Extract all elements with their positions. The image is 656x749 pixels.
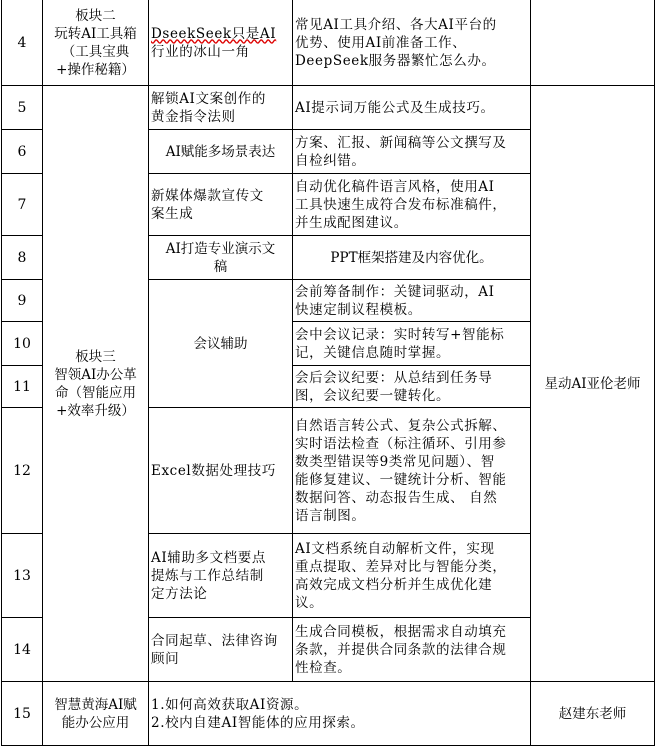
row-number: 12 [2, 408, 43, 534]
module-name: 板块二 玩转AI工具箱 （工具宝典 +操作秘籍） [43, 0, 149, 86]
content-cell: 方案、汇报、新闻稿等公文撰写及 自检纠错。 [293, 130, 531, 174]
row-number: 5 [2, 86, 43, 130]
content-cell: PPT框架搭建及内容优化。 [293, 236, 531, 280]
content-cell: 生成合同模板，根据需求自动填充 条款，并提供合同条款的法律合规 性检查。 [293, 618, 531, 682]
topic-cell: 解锁AI文案创作的 黄金指令法则 [149, 86, 293, 130]
row-number: 15 [2, 682, 43, 746]
row-number: 8 [2, 236, 43, 280]
table-row [2, 0, 655, 86]
module-name: 板块三 智领AI办公革 命（智能应用 +效率升级） [43, 86, 149, 682]
topic-cell: 会议辅助 [149, 280, 293, 408]
row-number: 13 [2, 534, 43, 618]
topic-cell: AI打造专业演示文 稿 [149, 236, 293, 280]
row-number: 14 [2, 618, 43, 682]
topic-cell: 新媒体爆款宣传文 案生成 [149, 174, 293, 236]
content-cell: 常见AI工具介绍、各大AI平台的 优势、使用AI前准备工作、 DeepSeek服务器繁忙怎么办。 [293, 0, 531, 86]
topic-cell: AI辅助多文档要点 提炼与工作总结制 定方法论 [149, 534, 293, 618]
table-row [2, 86, 655, 130]
content-cell: AI提示词万能公式及生成技巧。 [293, 86, 531, 130]
content-cell: AI文档系统自动解析文件，实现 重点提取、差异对比与智能分类， 高效完成文档分析并生成优化建 议。 [293, 534, 531, 618]
course-schedule-table [1, 0, 655, 746]
content-cell: 会后会议纪要：从总结到任务导 图，会议纪要一键转化。 [293, 366, 531, 408]
row-number: 11 [2, 366, 43, 408]
module-name: 智慧黄海AI赋 能办公应用 [43, 682, 149, 746]
content-cell: 自然语言转公式、复杂公式拆解、 实时语法检查（标注循环、引用参 数类型错误等9类常见问题）、智 能修复建议、一键统计分析、智能 数据问答、动态报告生成、 自然 语言制图。 [293, 408, 531, 534]
teacher-cell [531, 0, 655, 86]
content-cell: 会前筹备制作：关键词驱动，AI 快速定制议程模板。 [293, 280, 531, 322]
row-number: 10 [2, 322, 43, 366]
teacher-cell: 星动AI亚伦老师 [531, 86, 655, 682]
row-number: 7 [2, 174, 43, 236]
topic-cell: Excel数据处理技巧 [149, 408, 293, 534]
row-number: 9 [2, 280, 43, 322]
teacher-cell: 赵建东老师 [531, 682, 655, 746]
content-cell: 会中会议记录：实时转写+智能标 记，关键信息随时掌握。 [293, 322, 531, 366]
table-row [2, 682, 655, 746]
topic-cell: DseekSeek只是AI 行业的冰山一角 [149, 0, 293, 86]
topic-cell: 合同起草、法律咨询 顾问 [149, 618, 293, 682]
content-cell: 1.如何高效获取AI资源。 2.校内自建AI智能体的应用探索。 [149, 682, 531, 746]
content-cell: 自动优化稿件语言风格，使用AI 工具快速生成符合发布标准稿件， 并生成配图建议。 [293, 174, 531, 236]
row-number: 4 [2, 0, 43, 86]
row-number: 6 [2, 130, 43, 174]
topic-cell: AI赋能多场景表达 [149, 130, 293, 174]
